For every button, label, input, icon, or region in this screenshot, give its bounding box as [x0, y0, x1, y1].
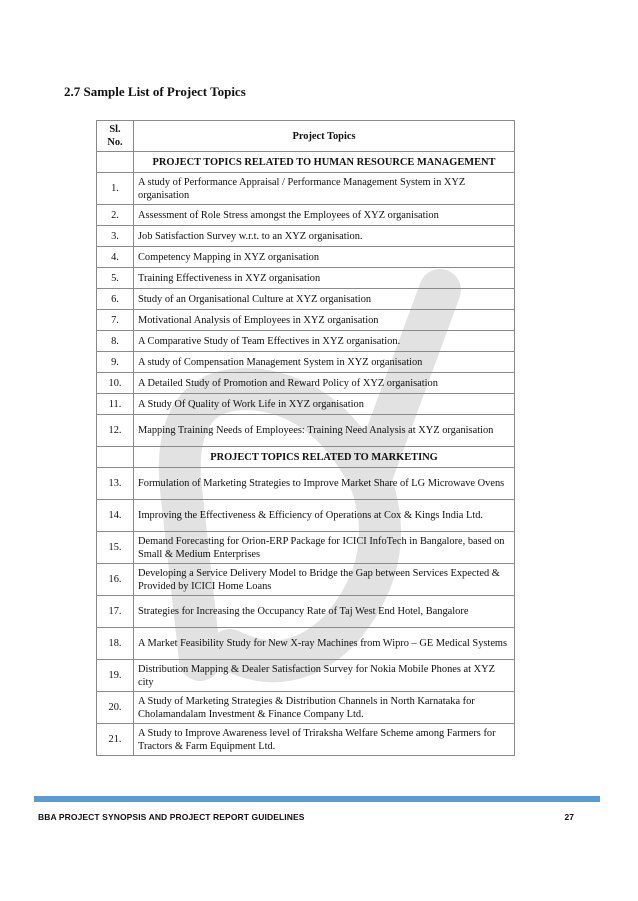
table-row: 12. Mapping Training Needs of Employees: Training Need Analysis at XYZ organisation: [97, 415, 515, 447]
table-row: 4. Competency Mapping in XYZ organisation: [97, 247, 515, 268]
topic-cell: Job Satisfaction Survey w.r.t. to an XYZ organisation.: [134, 226, 515, 247]
topic-cell: Improving the Effectiveness & Efficiency of Operations at Cox & Kings India Ltd.: [134, 500, 515, 532]
section-heading: 2.7 Sample List of Project Topics: [64, 84, 246, 99]
table-row: 11. A Study Of Quality of Work Life in XYZ organisation: [97, 394, 515, 415]
topic-cell: Competency Mapping in XYZ organisation: [134, 247, 515, 268]
table-row: 20. A Study of Marketing Strategies & Distribution Channels in North Karnataka for Cholamandalam Investment & Finance Company Ltd.: [97, 692, 515, 724]
topic-cell: A Study of Marketing Strategies & Distribution Channels in North Karnataka for Cholamandalam Investment & Finance Company Ltd.: [134, 692, 515, 724]
topic-cell: Mapping Training Needs of Employees: Training Need Analysis at XYZ organisation: [134, 415, 515, 447]
table-row: 13. Formulation of Marketing Strategies to Improve Market Share of LG Microwave Ovens: [97, 468, 515, 500]
table-row: 15. Demand Forecasting for Orion-ERP Package for ICICI InfoTech in Bangalore, based on Small & Medium Enterprises: [97, 532, 515, 564]
table-row: 18. A Market Feasibility Study for New X-ray Machines from Wipro – GE Medical Systems: [97, 628, 515, 660]
header-sl-no: Sl. No.: [97, 121, 134, 152]
table-row: 9. A study of Compensation Management System in XYZ organisation: [97, 352, 515, 373]
table-row: 6. Study of an Organisational Culture at XYZ organisation: [97, 289, 515, 310]
table-row: 16. Developing a Service Delivery Model to Bridge the Gap between Services Expected & Provided by ICICI Home Loans: [97, 564, 515, 596]
table-row: 21. A Study to Improve Awareness level of Triraksha Welfare Scheme among Farmers for Tractors & Farm Equipment Ltd.: [97, 724, 515, 756]
table-row: 17. Strategies for Increasing the Occupancy Rate of Taj West End Hotel, Bangalore: [97, 596, 515, 628]
project-topics-table: [96, 120, 515, 756]
page-number: 27: [564, 812, 574, 822]
topic-cell: Developing a Service Delivery Model to Bridge the Gap between Services Expected & Provided by ICICI Home Loans: [134, 564, 515, 596]
table-row: 7. Motivational Analysis of Employees in XYZ organisation: [97, 310, 515, 331]
header-project-topics: Project Topics: [134, 121, 515, 152]
table-row: 8. A Comparative Study of Team Effectives in XYZ organisation.: [97, 331, 515, 352]
topic-cell: Strategies for Increasing the Occupancy Rate of Taj West End Hotel, Bangalore: [134, 596, 515, 628]
footer-title: BBA PROJECT SYNOPSIS AND PROJECT REPORT GUIDELINES: [38, 812, 305, 822]
topic-cell: A study of Compensation Management System in XYZ organisation: [134, 352, 515, 373]
topic-cell: Formulation of Marketing Strategies to Improve Market Share of LG Microwave Ovens: [134, 468, 515, 500]
topic-cell: A Study to Improve Awareness level of Triraksha Welfare Scheme among Farmers for Tractors & Farm Equipment Ltd.: [134, 724, 515, 756]
topic-cell: Distribution Mapping & Dealer Satisfaction Survey for Nokia Mobile Phones at XYZ city: [134, 660, 515, 692]
topic-cell: Demand Forecasting for Orion-ERP Package for ICICI InfoTech in Bangalore, based on Small & Medium Enterprises: [134, 532, 515, 564]
table-row: 1. A study of Performance Appraisal / Performance Management System in XYZ organisation: [97, 173, 515, 205]
section-title-hr: PROJECT TOPICS RELATED TO HUMAN RESOURCE MANAGEMENT: [134, 152, 515, 173]
table-row: 14. Improving the Effectiveness & Efficiency of Operations at Cox & Kings India Ltd.: [97, 500, 515, 532]
topic-cell: A Study Of Quality of Work Life in XYZ organisation: [134, 394, 515, 415]
topic-cell: A study of Performance Appraisal / Performance Management System in XYZ organisation: [134, 173, 515, 205]
topic-cell: A Detailed Study of Promotion and Reward Policy of XYZ organisation: [134, 373, 515, 394]
topic-cell: A Comparative Study of Team Effectives in XYZ organisation.: [134, 331, 515, 352]
table-row: 19. Distribution Mapping & Dealer Satisfaction Survey for Nokia Mobile Phones at XYZ city: [97, 660, 515, 692]
footer-bar: [34, 796, 600, 802]
topic-cell: A Market Feasibility Study for New X-ray Machines from Wipro – GE Medical Systems: [134, 628, 515, 660]
topic-cell: Assessment of Role Stress amongst the Employees of XYZ organisation: [134, 205, 515, 226]
section-title-marketing: PROJECT TOPICS RELATED TO MARKETING: [134, 447, 515, 468]
table-row: 3. Job Satisfaction Survey w.r.t. to an XYZ organisation.: [97, 226, 515, 247]
table-header-row: [97, 121, 515, 152]
table-row: 5. Training Effectiveness in XYZ organisation: [97, 268, 515, 289]
table-row: 10. A Detailed Study of Promotion and Reward Policy of XYZ organisation: [97, 373, 515, 394]
topic-cell: Training Effectiveness in XYZ organisation: [134, 268, 515, 289]
table-row: 2. Assessment of Role Stress amongst the Employees of XYZ organisation: [97, 205, 515, 226]
topic-cell: Motivational Analysis of Employees in XYZ organisation: [134, 310, 515, 331]
topic-cell: Study of an Organisational Culture at XYZ organisation: [134, 289, 515, 310]
